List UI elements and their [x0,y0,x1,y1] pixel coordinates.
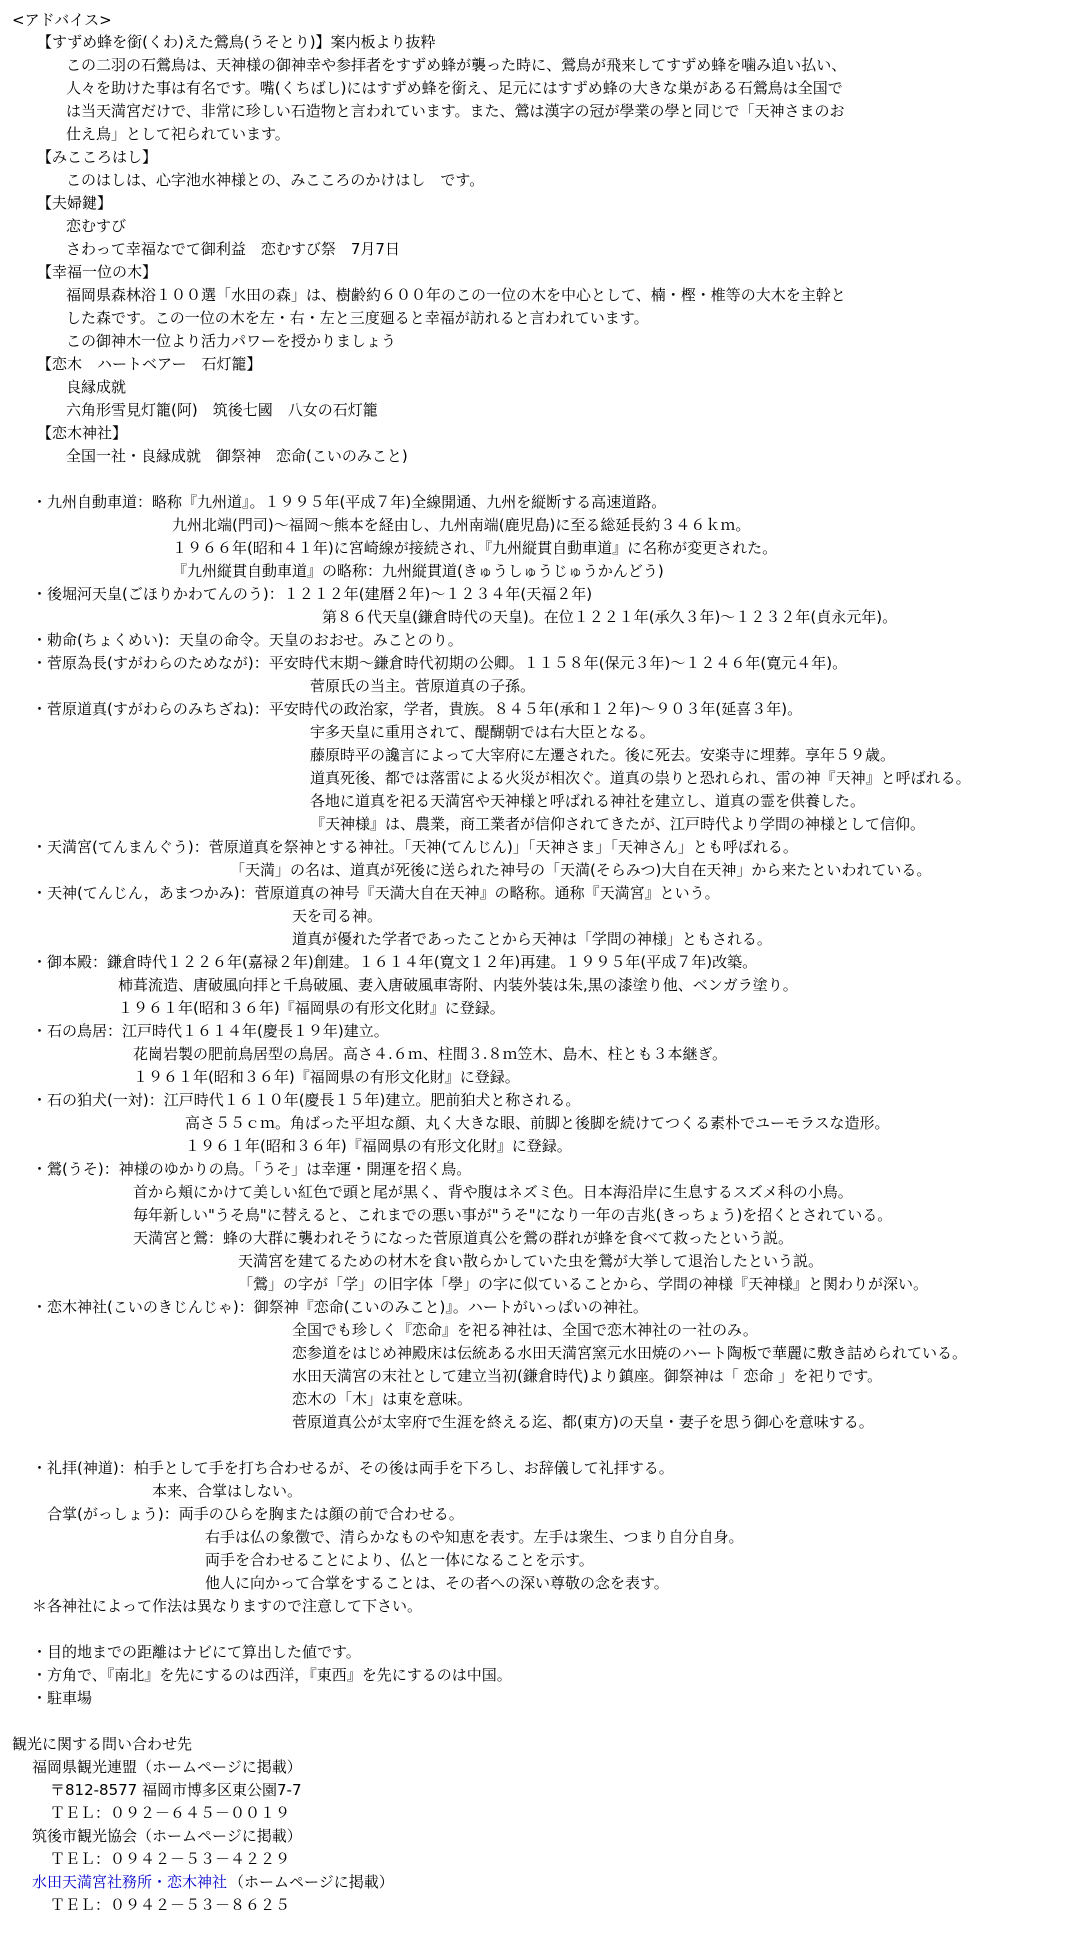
text-line-g31: 首から頬にかけて美しい紅色で頭と尾が黒く、背や腹はネズミ色。日本海沿岸に生息するスズメ科の小鳥。 [133,1183,853,1201]
text-line-g29: １９６１年(昭和３６年)『福岡県の有形文化財』に登録。 [185,1137,572,1155]
text-line-g8: ・菅原為長(すがわらのためなが)：平安時代末期～鎌倉時代初期の公卿。１１５８年(保元３年)～１２４６年(寛元４年)。 [32,654,848,672]
text-line-g35: 「鶯」の字が「学」の旧字体「學」の字に似ていることから、学問の神様『天神様』と関わりが深い。 [238,1275,929,1293]
text-line-l4: は当天満宮だけで、非常に珍しい石造物と言われています。また、鶯は漢字の冠が學業の學と同じで「天神さまのお [66,102,845,120]
text-line-g41: 菅原道真公が太宰府で生涯を終える迄、都(東方)の天皇・妻子を思う御心を意味する。 [292,1413,874,1431]
text-line-c2: 福岡県観光連盟（ホームページに掲載） [32,1758,302,1776]
text-line-g13: 道真死後、都では落雷による火災が相次ぐ。道真の祟りと恐れられ、雷の神『天神』と呼ばれる。 [310,769,971,787]
text-line-g21: ・御本殿：鎌倉時代１２２６年(嘉禄２年)創建。１６１４年(寛文１２年)再建。１９９５年(平成７年)改築。 [32,953,758,971]
text-line-c5: 筑後市観光協会（ホームページに掲載） [32,1827,302,1845]
text-line-l18: 【恋木神社】 [37,424,128,442]
text-line-l2: この二羽の石鶯鳥は、天神様の御神幸や参拝者をすずめ蜂が襲った時に、鶯鳥が飛来してすずめ蜂を噛み追い払い、 [66,56,847,74]
text-line-g7: ・勅命(ちょくめい)：天皇の命令。天皇のおおせ。みことのり。 [32,631,463,649]
text-line-c3: 〒812-8577 福岡市博多区東公園7-7 [50,1781,302,1799]
text-line-r7: ＊各神社によって作法は異なりますので注意して下さい。 [32,1597,423,1615]
text-line-l10: さわって幸福なでて御利益 恋むすび祭 7月7日 [66,240,400,258]
text-line-r1: ・礼拝(神道)：柏手として手を打ち合わせるが、その後は両手を下ろし、お辞儀して礼拝する。 [32,1459,674,1477]
shrine-office-link[interactable]: 水田天満宮社務所・恋木神社 [32,1873,228,1891]
text-line-c4: ＴＥＬ：０９２－６４５－００１９ [50,1804,291,1822]
text-line-l19: 全国一社・良縁成就 御祭神 恋命(こいのみこと) [66,447,408,465]
text-line-c7b: （ホームページに掲載） [229,1873,394,1891]
text-line-g14: 各地に道真を祀る天満宮や天神様と呼ばれる神社を建立し、道真の霊を供養した。 [310,792,866,810]
text-line-g22: 柿葺流造、唐破風向拝と千鳥破風、妻入唐破風車寄附、内装外装は朱,黒の漆塗り他、ベンガラ塗り。 [118,976,798,994]
text-line-g30: ・鶯(うそ)：神様のゆかりの鳥。「うそ」は幸運・開運を招く鳥。 [32,1160,472,1178]
text-line-g24: ・石の鳥居：江戸時代１６１４年(慶長１９年)建立。 [32,1022,389,1040]
text-line-g32: 毎年新しい"うそ鳥"に替えると、これまでの悪い事が"うそ"になり一年の吉兆(きっちょう)を招くとされている。 [133,1206,893,1224]
text-line-g17: 「天満」の名は、道真が死後に送られた神号の「天満(そらみつ)大自在天神」から来たといわれている。 [230,861,932,879]
text-line-l8: 【夫婦鍵】 [37,194,113,212]
text-line-g33: 天満宮と鶯：蜂の大群に襲われそうになった菅原道真公を鶯の群れが蜂を食べて救ったという説。 [133,1229,794,1247]
text-line-g3: １９６６年(昭和４１年)に宮崎線が接続され、『九州縦貫自動車道』に名称が変更された。 [172,539,778,557]
advice-header: <アドバイス> [12,11,112,29]
text-line-g6: 第８６代天皇(鎌倉時代の天皇)。在位１２２１年(承久３年)～１２３２年(貞永元年)。 [322,608,898,626]
text-line-n2: ・方角で、『南北』を先にするのは西洋，『東西』を先にするのは中国。 [32,1666,512,1684]
text-line-g37: 全国でも珍しく『恋命』を祀る神社は、全国で恋木神社の一社のみ。 [292,1321,758,1339]
text-line-g2: 九州北端(門司)～福岡～熊本を経由し、九州南端(鹿児島)に至る総延長約３４６ｋｍ。 [172,516,751,534]
text-line-g9: 菅原氏の当主。菅原道真の子孫。 [310,677,536,695]
text-line-g16: ・天満宮(てんまんぐう)：菅原道真を祭神とする神社。「天神(てんじん)」「天神さま」「天神さん」とも呼ばれる。 [32,838,798,856]
text-line-r3: 合掌(がっしょう)：両手のひらを胸または顔の前で合わせる。 [47,1505,464,1523]
text-line-c8: ＴＥＬ：０９４２－５３－８６２５ [50,1896,291,1914]
text-line-g4: 『九州縦貫自動車道』の略称：九州縦貫道(きゅうしゅうじゅうかんどう) [172,562,664,580]
text-line-g40: 恋木の「木」は東を意味。 [292,1390,473,1408]
text-line-g10: ・菅原道真(すがわらのみちざね)：平安時代の政治家，学者，貴族。８４５年(承和１２年)～９０３年(延喜３年)。 [32,700,803,718]
text-line-l6: 【みこころはし】 [37,148,158,166]
text-line-n3: ・駐車場 [32,1689,93,1707]
text-line-l16: 良縁成就 [66,378,127,396]
text-line-g18: ・天神(てんじん，あまつかみ)：菅原道真の神号『天満大自在天神』の略称。通称『天満宮』という。 [32,884,720,902]
text-line-l15: 【恋木 ハートベアー 石灯籠】 [37,355,262,373]
text-line-l11: 【幸福一位の木】 [37,263,158,281]
text-line-n1: ・目的地までの距離はナビにて算出した値です。 [32,1643,361,1661]
text-line-g28: 高さ５５ｃｍ。角ばった平坦な顔、丸く大きな眼、前脚と後脚を続けてつくる素朴でユーモラスな造形。 [185,1114,890,1132]
text-line-r2: 本来、合掌はしない。 [152,1482,303,1500]
text-line-g12: 藤原時平の讒言によって大宰府に左遷された。後に死去。安楽寺に埋葬。享年５９歳。 [310,746,896,764]
text-line-r5: 両手を合わせることにより、仏と一体になることを示す。 [205,1551,594,1569]
text-line-g25: 花崗岩製の肥前鳥居型の鳥居。高さ４.６ｍ、柱間３.８ｍ笠木、島木、柱とも３本継ぎ。 [133,1045,727,1063]
text-line-g1: ・九州自動車道：略称『九州道』。１９９５年(平成７年)全線開通、九州を縦断する高速道路。 [32,493,667,511]
text-line-g5: ・後堀河天皇(ごほりかわてんのう)：１２１２年(建暦２年)～１２３４年(天福２年) [32,585,593,603]
text-line-g39: 水田天満宮の末社として建立当初(鎌倉時代)より鎮座。御祭神は「 恋命 」を祀りです。 [292,1367,883,1385]
text-line-r6: 他人に向かって合掌をすることは、その者への深い尊敬の念を表す。 [205,1574,669,1592]
text-line-l3: 人々を助けた事は有名です。嘴(くちばし)にはすずめ蜂を銜え、足元にはすずめ蜂の大きな巣がある石鶯鳥は全国で [66,79,843,97]
text-line-g38: 恋参道をはじめ神殿床は伝統ある水田天満宮窯元水田焼のハート陶板で華麗に敷き詰められている。 [292,1344,968,1362]
text-line-l13: した森です。この一位の木を左・右・左と三度廻ると幸福が訪れると言われています。 [66,309,649,327]
text-line-g19: 天を司る神。 [292,907,383,925]
text-line-c1: 観光に関する問い合わせ先 [12,1735,193,1753]
text-line-g34: 天満宮を建てるための材木を食い散らかしていた虫を鶯が大挙して退治したという説。 [238,1252,824,1270]
text-line-g20: 道真が優れた学者であったことから天神は「学問の神様」ともされる。 [292,930,772,948]
text-line-r4: 右手は仏の象徴で、清らかなものや知恵を表す。左手は衆生、つまり自分自身。 [205,1528,744,1546]
text-line-g26: １９６１年(昭和３６年)『福岡県の有形文化財』に登録。 [133,1068,520,1086]
text-line-l1: 【すずめ蜂を銜(くわ)えた鶯鳥(うそとり)】案内板より抜粋 [37,33,436,51]
text-line-g36: ・恋木神社(こいのきじんじゃ)：御祭神『恋命(こいのみこと)』。ハートがいっぱいの神社。 [32,1298,648,1316]
text-line-l5: 仕え鳥」として祀られています。 [66,125,290,143]
text-line-l7: このはしは、心字池水神様との、みこころのかけはし です。 [66,171,485,189]
text-line-g15: 『天神様』は、農業，商工業者が信仰されてきたが、江戸時代より学問の神様として信仰。 [310,815,926,833]
text-line-l17: 六角形雪見灯籠(阿) 筑後七國 八女の石灯籠 [66,401,378,419]
text-line-l9: 恋むすび [66,217,127,235]
text-line-g11: 宇多天皇に重用されて、醍醐朝では右大臣となる。 [310,723,655,741]
text-line-c6: ＴＥＬ：０９４２－５３－４２２９ [50,1850,291,1868]
text-line-g27: ・石の狛犬(一対)：江戸時代１６１０年(慶長１５年)建立。肥前狛犬と称される。 [32,1091,581,1109]
text-line-l12: 福岡県森林浴１００選「水田の森」は、樹齢約６００年のこの一位の木を中心として、楠・樫・椎等の大木を主幹と [66,286,846,304]
text-line-g23: １９６１年(昭和３６年)『福岡県の有形文化財』に登録。 [118,999,505,1017]
text-line-l14: この御神木一位より活力パワーを授かりましょう [66,332,397,350]
